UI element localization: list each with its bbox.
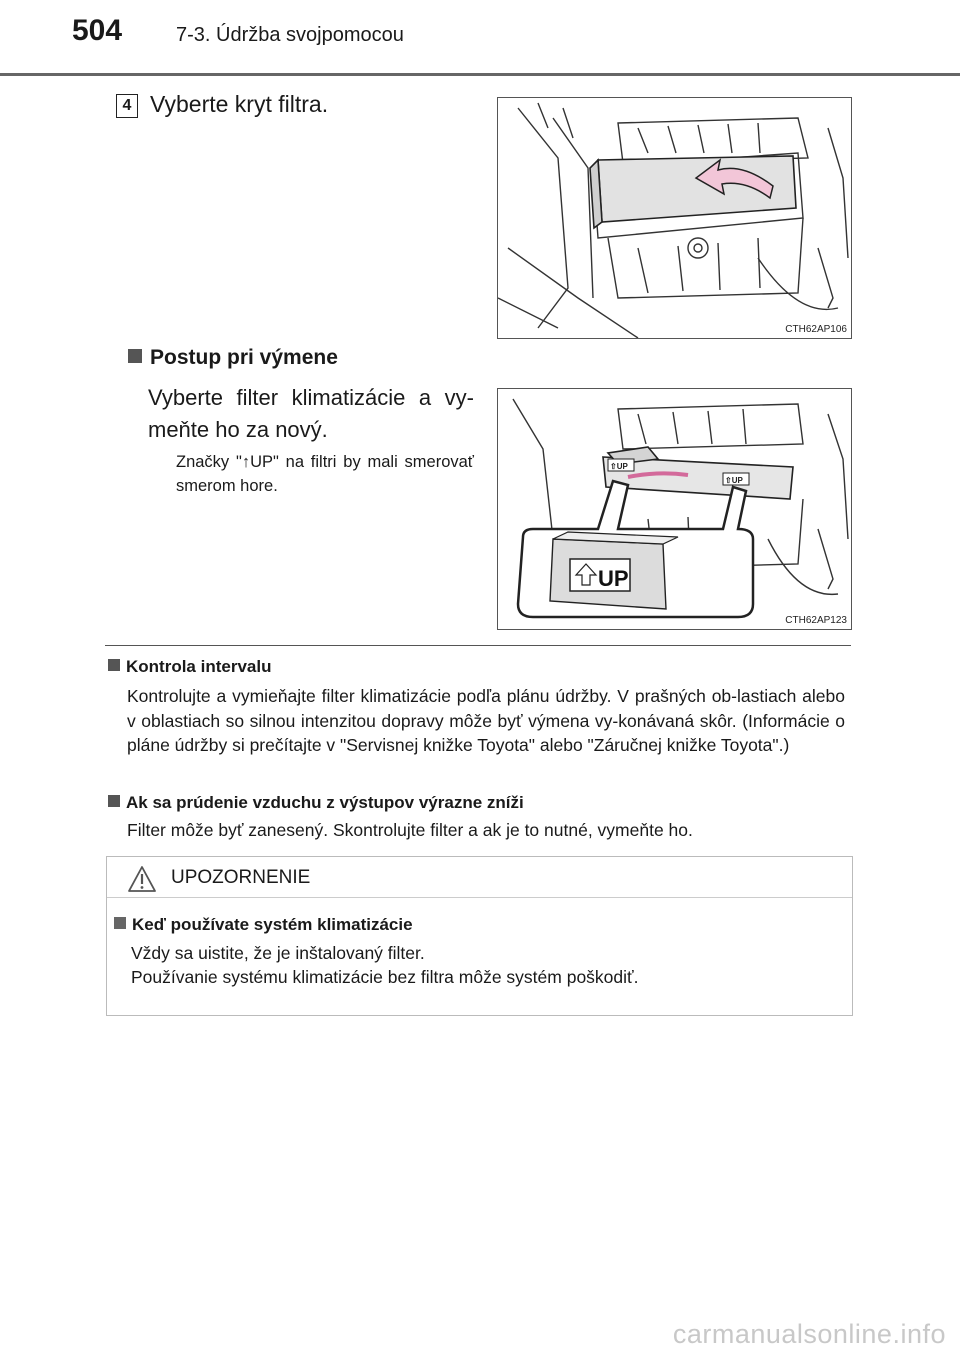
filter-install-drawing [498, 389, 851, 629]
procedure-heading [128, 346, 338, 370]
info-text-airflow: Filter môže byť zanesený. Skontrolujte filter a ak je to nutné, vymeňte ho. [127, 820, 693, 840]
glovebox-opening-drawing [498, 98, 851, 338]
square-bullet-icon [128, 349, 142, 363]
warning-line-2: Používanie systému klimatizácie bez filtra môže systém poškodiť. [131, 967, 639, 987]
warning-header [107, 857, 852, 898]
up-label: UP [598, 566, 629, 591]
warning-heading-text: Keď používate systém klimatizácie [132, 915, 413, 934]
warning-line-1: Vždy sa uistite, že je inštalovaný filter. [131, 943, 425, 963]
svg-text:⇧UP: ⇧UP [610, 462, 628, 471]
watermark: carmanualsonline.info [672, 1319, 946, 1349]
square-bullet-icon [108, 659, 120, 671]
info-text-interval: Kontrolujte a vymieňajte filter klimatizácie podľa plánu údržby. V prašných ob-lastiach alebo v oblastiach so silnou intenzitou dopravy môže byť výmena vy-konávaná skôr. (Informácie o pláne údržby si prečítajte v "Servisnej knižke Toyota" alebo "Záručnej knižke Toyota".) [127, 686, 845, 755]
warning-title: UPOZORNENIE [171, 867, 311, 888]
warning-heading [114, 915, 413, 935]
info-heading-text: Kontrola intervalu [126, 657, 272, 676]
info-heading-text: Ak sa prúdenie vzduchu z výstupov výrazne zníži [126, 793, 524, 812]
illustration-install-filter [497, 388, 852, 630]
square-bullet-icon [114, 917, 126, 929]
procedure-note: Značky "↑UP" na filtri by mali smerovať smerom hore. [176, 453, 474, 495]
figure-code: CTH62AP123 [785, 615, 847, 626]
square-bullet-icon [108, 795, 120, 807]
step-number-box: 4 [116, 94, 138, 118]
page-number: 504 [72, 14, 123, 47]
page-header [0, 0, 960, 80]
section-divider [105, 645, 851, 646]
section-title: 7-3. Údržba svojpomocou [176, 24, 404, 46]
warning-box [106, 856, 853, 1016]
step-instruction: Vyberte kryt filtra. [150, 91, 329, 117]
procedure-heading-text: Postup pri výmene [150, 346, 338, 369]
info-heading-airflow [108, 793, 524, 813]
info-heading-interval [108, 657, 271, 677]
illustration-remove-cover [497, 97, 852, 339]
figure-code: CTH62AP106 [785, 324, 847, 335]
svg-text:⇧UP: ⇧UP [725, 476, 743, 485]
procedure-text: Vyberte filter klimatizácie a vy-meňte ho za nový. [148, 385, 474, 442]
warning-triangle-icon [127, 865, 157, 893]
warning-text [131, 941, 831, 989]
header-divider [0, 73, 960, 76]
